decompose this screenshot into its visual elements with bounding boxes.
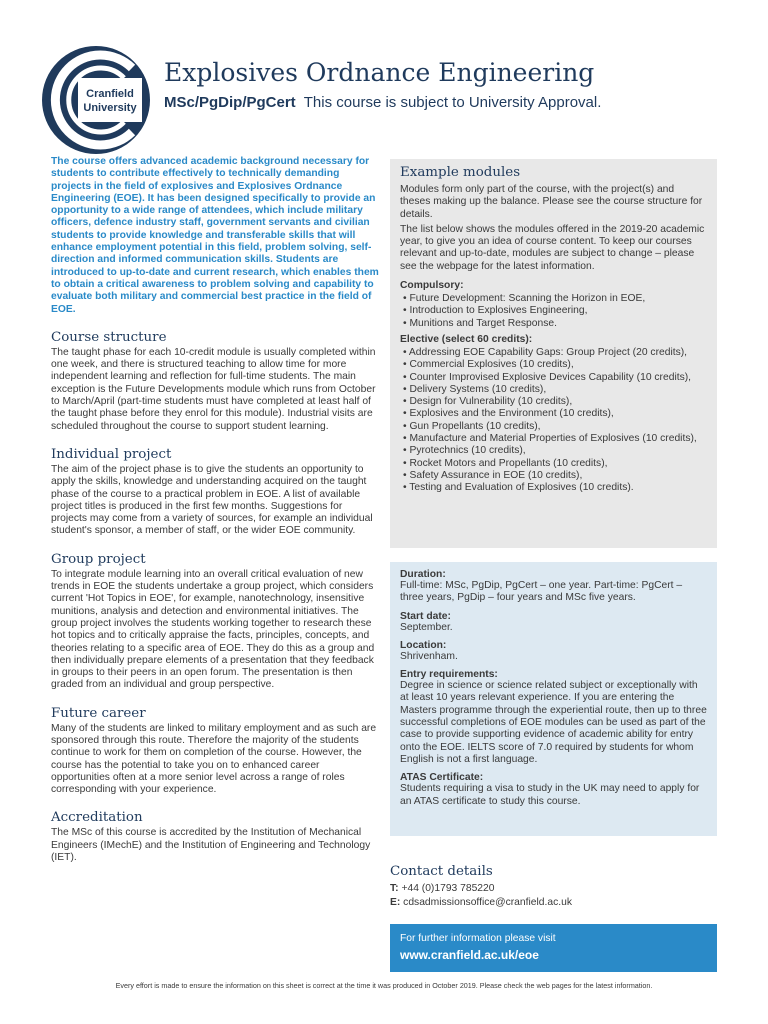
modules-intro-2: The list below shows the modules offered in the 2019-20 academic year, to give you an idea of course content. To keep our courses relevant and up-to-date, modules are subject to change – please see the webpage for the latest information. xyxy=(400,223,705,272)
elective-label: Elective (select 60 credits): xyxy=(400,333,533,345)
location-text: Shrivenham. xyxy=(400,650,458,662)
list-item: • Safety Assurance in EOE (10 credits), xyxy=(400,470,707,482)
list-item: • Future Development: Scanning the Horizon in EOE, xyxy=(400,293,707,305)
accreditation-text: The MSc of this course is accredited by the Institution of Mechanical Engineers (IMechE) and the Institution of Engineering and Technology (IET). xyxy=(51,827,371,864)
compulsory-label: Compulsory: xyxy=(400,280,464,292)
example-modules-box xyxy=(390,159,717,548)
list-item: • Counter Improvised Explosive Devices Capability (10 credits), xyxy=(400,372,707,384)
location-label: Location: xyxy=(400,639,447,651)
email-label: E: xyxy=(390,897,401,908)
entry-requirements-text: Degree in science or science related subject or exceptionally with at least 10 years relevant experience. If you are entering the Masters programme through the experiential route, then up to three successful completions of EOE modules can be used as part of the case to provide supporting evidence of academic ability for entry onto the EOE. IELTS score of 7.0 required by students for whom English is not a first language. xyxy=(400,680,707,765)
future-career-text: Many of the students are linked to military employment and as such are sponsored through this route. Therefore the majority of the students continue to work for them on completion of the course. However, the course has the potential to take you on to enhanced career opportunities often at a more senior level across a range of roles corresponding with your experience. xyxy=(51,722,377,796)
email-link[interactable]: cdsadmissionsoffice@cranfield.ac.uk xyxy=(403,897,572,908)
course-url-link[interactable]: www.cranfield.ac.uk/eoe xyxy=(400,948,539,962)
course-structure-heading: Course structure xyxy=(51,329,167,345)
list-item: • Rocket Motors and Propellants (10 credits), xyxy=(400,458,707,470)
page-title: Explosives Ordnance Engineering xyxy=(164,58,595,87)
accreditation-heading: Accreditation xyxy=(51,810,143,826)
atas-label: ATAS Certificate: xyxy=(400,772,484,784)
list-item: • Explosives and the Environment (10 credits), xyxy=(400,408,707,420)
intro-paragraph: The course offers advanced academic background necessary for students to contribute effectively to technically demanding projects in the field of explosives and Explosives Ordnance Engineering (EOE). It has been designed specifically to provide an opportunity to a wide range of attendees, which include military officers, defence industry staff, government servants and civilian students to provide knowledge and transferable skills that will enhance employment potential in this field, problem solving, self-direction and informed communication skills. Students are introduced to up-to-date and current research, which enables them to obtain a critical awareness to problem solving and capability to evaluate both military and commercial best practice in the field of EOE. xyxy=(51,156,379,315)
further-info-text: For further information please visit xyxy=(400,933,556,944)
example-modules-heading: Example modules xyxy=(400,165,521,180)
group-project-text: To integrate module learning into an overall critical evaluation of new trends in EOE the students undertake a group project, which considers current 'Hot Topics in EOE', for example, nanotechnology, insensitive munitions, analysis and detection and environmental initiatives. The group project involves the students working together to research these hot topics and to critically appraise the facts, principles, concepts, and theories relating to a specific area of EOE. They do this as a group and then individually prepare elements of a presentation that they feedback in groups to their peers in an open forum. The presentation is then graded from an individual and group perspective. xyxy=(51,568,375,691)
individual-project-text: The aim of the project phase is to give the students an opportunity to apply the skills, knowledge and understanding acquired on the taught phase of the course to a practical problem in EOE. A list of available project titles is produced in the first few months. Suggestions for projects may come from a variety of sources, for example an individual student's sponsor, a member of staff, or the wider EOE community. xyxy=(51,463,373,537)
duration-text: Full-time: MSc, PgDip, PgCert – one year. Part-time: PgCert – three years, PgDip – four years and MSc five years. xyxy=(400,580,683,604)
list-item: • Delivery Systems (10 credits), xyxy=(400,384,707,396)
list-item: • Commercial Explosives (10 credits), xyxy=(400,359,707,371)
contact-email xyxy=(390,897,572,908)
page-subtitle xyxy=(164,94,601,111)
course-info-box xyxy=(390,562,717,836)
start-date-text: September. xyxy=(400,621,453,633)
individual-project-heading: Individual project xyxy=(51,446,172,462)
cranfield-logo xyxy=(40,44,152,156)
duration-label: Duration: xyxy=(400,569,446,580)
group-project-heading: Group project xyxy=(51,551,146,567)
future-career-heading: Future career xyxy=(51,705,146,721)
compulsory-list xyxy=(400,293,707,330)
entry-requirements-label: Entry requirements: xyxy=(400,669,498,681)
logo-text-line2: University xyxy=(83,102,137,114)
list-item: • Testing and Evaluation of Explosives (10 credits). xyxy=(400,482,707,494)
logo-text-line1: Cranfield xyxy=(86,88,134,100)
footer-disclaimer: Every effort is made to ensure the information on this sheet is correct at the time it was produced in October 2019. Please check the web pages for the latest information. xyxy=(115,981,653,990)
modules-intro-1: Modules form only part of the course, with the project(s) and theses making up the balance. Please see the course structure for details. xyxy=(400,184,703,220)
contact-heading: Contact details xyxy=(390,864,493,879)
list-item: • Manufacture and Material Properties of Explosives (10 credits), xyxy=(400,433,707,445)
contact-phone xyxy=(390,883,495,894)
further-info-banner xyxy=(390,924,717,972)
phone-label: T: xyxy=(390,883,399,894)
list-item: • Addressing EOE Capability Gaps: Group Project (20 credits), xyxy=(400,347,707,359)
phone-number[interactable]: +44 (0)1793 785220 xyxy=(401,883,495,894)
list-item: • Gun Propellants (10 credits), xyxy=(400,421,707,433)
list-item: • Introduction to Explosives Engineering, xyxy=(400,305,707,317)
list-item: • Design for Vulnerability (10 credits), xyxy=(400,396,707,408)
award-types: MSc/PgDip/PgCert xyxy=(164,94,296,111)
start-date-label: Start date: xyxy=(400,610,451,622)
elective-list xyxy=(400,347,707,495)
approval-note: This course is subject to University Approval. xyxy=(303,94,602,111)
left-column xyxy=(51,156,379,864)
list-item: • Munitions and Target Response. xyxy=(400,318,707,330)
list-item: • Pyrotechnics (10 credits), xyxy=(400,445,707,457)
course-structure-text: The taught phase for each 10-credit module is usually completed within one week, and there is structured teaching to allow time for more independent learning and reflection for full-time students. The main exception is the Future Developments module which runs from October to March/April (part-time students must have completed at least half of the taught phase before they enrol for this module). Industrial visits are scheduled throughout the course to support student learning. xyxy=(51,346,376,432)
atas-text: Students requiring a visa to study in the UK may need to apply for an ATAS certificate to study this course. xyxy=(400,783,700,807)
